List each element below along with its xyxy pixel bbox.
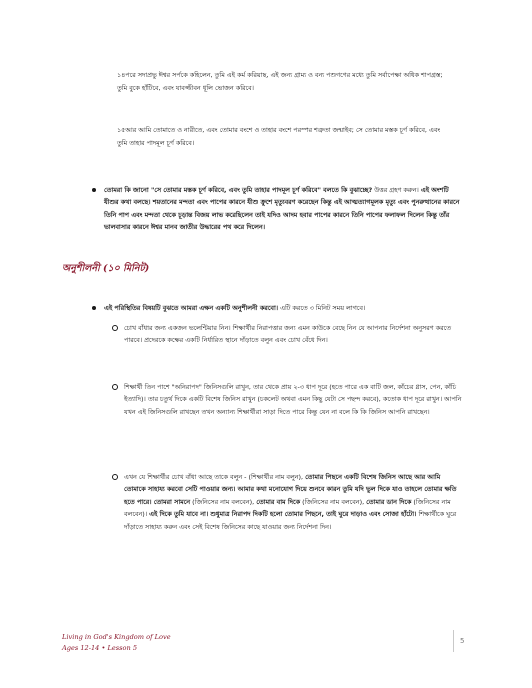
page-number: 5 bbox=[460, 637, 465, 645]
footer-subtitle: Ages 12-14 • Lesson 5 bbox=[62, 644, 138, 652]
footer-divider bbox=[453, 630, 454, 652]
activity-step-1: চোখ বাঁধার জন্য একজন ভলেন্টিয়ার নিন। শিক্ষার্থীর নিরাপত্তার জন্য এমন কাউকে বেছে নিন যে আপনার নির্দেশনা অনুসরণ করতে পারবে। প্রদেরকে কক্ষের একটি নির্ধারিত স্থানে দাঁড়াতে বলুন এবং চোখ বেঁধে দিন। bbox=[124, 324, 452, 345]
sub-bullet bbox=[112, 325, 118, 331]
verse-15: ১৫আর আমি তোমাতে ও নারীতে, এবং তোমার বংশে ও তাহার বংশে পরস্পর শত্রুতা জন্মাইব; সে তোমার মস্তক চূর্ণ করিবে, এবং তুমি তাহার পাদমূল চূর্ণ করিবে। bbox=[117, 126, 441, 147]
section-heading-activity: অনুশীলনী (১০ মিনিট) bbox=[62, 263, 150, 274]
footer-title: Living in God's Kingdom of Love bbox=[62, 633, 171, 641]
step3-mid: (জিনিসের নাম বলবেন), bbox=[190, 497, 257, 506]
activity-step-3 bbox=[124, 471, 464, 533]
question-lead-rest: উত্তর গ্রহণ করুন। bbox=[372, 186, 419, 194]
activity-intro bbox=[104, 302, 464, 314]
question-answer: এই অংশটি যীশুর কথা বলছে। শয়তানের মন্দতা এবং পাপের কারনে যীশু ক্রুশে মৃত্যুবরণ করেছেন কিন্তু এই আত্মত্যাগমূলক মৃত্যু এবং পুনরুত্থানের কারনে তিনি পাপ এবং মন্দতা থেকে চূড়ান্ত বিজয় লাভ করেছিলেন তাই যদিও আদম হবার পাপের কারনে তিনি পাপের ফলাফল দিলেন কিন্তু তাঁর ভালবাসার কারনে ঈশ্বর মানব জাতীর উদ্ধারের পথ করে দিলেন। bbox=[104, 186, 460, 232]
bullet-dot bbox=[92, 306, 96, 310]
step3-bold: তোমার পিছনে একটি বিশেষ জিনিস আছে আর আমি তোমাকে সাহায্য করবো সেটি পাওয়ার জন্য। আমার কথা মনোযোগ দিয়ে শুনবে কারন তুমি যদি ভুল দিকে যাও তাহলে তোমার ক্ষতি হতে পারে। তোমরা সামনে bbox=[124, 473, 457, 506]
activity-step-2: শিক্ষার্থী তিন পাশে "অনিরাপদ" জিনিসগুলি রাখুন, তার থেকে প্রায় ২-৩ ধাপ দূরে (হতে পারে এক বাটি জল, কাঁচের গ্লাস, পেন, কাঁচি ইত্যাদি)। তার চতুর্থ দিকে একটি বিশেষ জিনিস রাখুন (চকলেট অথবা এমন কিছু যেটা সে পছন্দ করবে), কতোক ধাপ দূরে রাখুন। আপনি যখন এই জিনিসগুলি রাখছেন তখন অন্যান্য শিক্ষার্থীরা সাড়া দিতে পারে কিন্তু যেন না বলে কি কি জিনিস আপনি রাখছেন। bbox=[124, 383, 462, 416]
verse-14: ১৪পরে সদাপ্রভু ঈশ্বর সর্পকে কহিলেন, তুমি এই কর্ম করিয়াছ, এই জন্য গ্রাম্য ও বন্য পশুগণের মধ্যে তুমি সর্বাপেক্ষা অধিক শাপগ্রস্ত; তুমি বুকে হাঁটিবে, এবং যাবজ্জীবন ধূলি ভোজন করিবে। bbox=[117, 71, 443, 92]
step3-bold2: তোমার বাম দিকে bbox=[256, 497, 301, 506]
question-lead: তোমরা কি জানো "সে তোমার মস্তক চূর্ণ করিবে, এবং তুমি তাহার পাদমূল চূর্ণ করিবে" বলতে কি বুঝাচ্ছে? bbox=[104, 186, 373, 194]
step3-bold3: তোমার ডান দিকে bbox=[366, 497, 412, 506]
sub-bullet bbox=[112, 384, 118, 390]
step3-pre: এখন যে শিক্ষার্থীর চোখ বাঁধা আছে তাকে বলুন - (শিক্ষার্থীর নাম বলুন), bbox=[124, 473, 306, 481]
footer-series bbox=[62, 632, 171, 654]
step3-mid2: (জিনিসের নাম বলবেন), bbox=[300, 497, 367, 506]
step3-bold4: এই দিকে তুমি যাবে না। শুধুমাত্র নিরাপদ দিকটি হলো তোমার পিছনে, তাই ঘুরে দাড়াও এবং সোজা হাঁটো। bbox=[149, 510, 417, 519]
activity-lead: এই পরিস্থিতির বিষয়টি বুঝতে আমরা এক্ষন একটি অনুশীলনী করবো। bbox=[104, 304, 279, 312]
sub-bullet bbox=[112, 474, 118, 480]
activity-lead-rest: এটি করতে ৩ মিনিট সময় লাগবে। bbox=[278, 304, 366, 312]
step3-post: শিক্ষার্থীকে ঘুরে দাঁড়াতে সাহায্য করুন এবং সেই বিশেষ জিনিসের কাছে যাওয়ার জন্য নির্দেশনা দিন। bbox=[124, 510, 457, 531]
bullet-dot bbox=[92, 188, 96, 192]
discussion-question bbox=[104, 184, 464, 234]
step3-mid3: (জিনিসের নাম বলবেন)। bbox=[124, 497, 451, 519]
